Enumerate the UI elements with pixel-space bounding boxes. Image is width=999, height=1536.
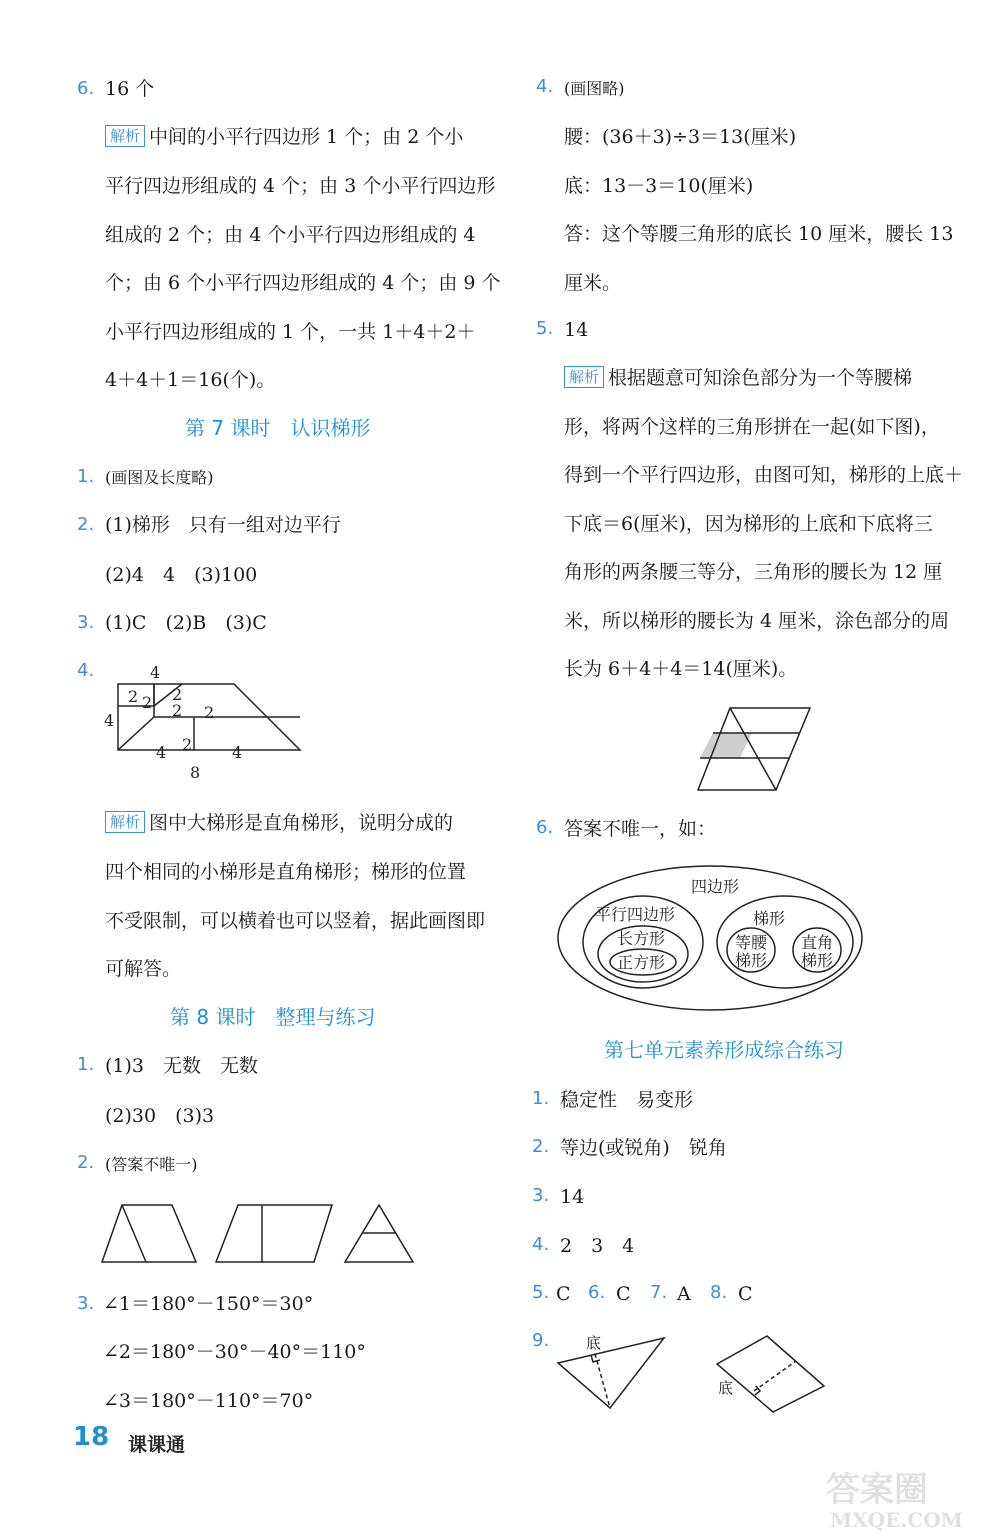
question-number: 6. xyxy=(77,78,95,99)
analysis-tag: 解析 xyxy=(105,125,145,147)
fig-label: 2 xyxy=(204,703,215,722)
analysis-line xyxy=(105,810,453,836)
venn-label: 梯形 xyxy=(801,951,834,970)
question-number: 1. xyxy=(77,466,95,487)
base-label: 底 xyxy=(586,1334,602,1352)
fig-label: 2 xyxy=(128,687,139,706)
answer-text: (答案不唯一) xyxy=(105,1155,198,1174)
analysis-line: 下底＝6(厘米)，因为梯形的上底和下底将三 xyxy=(564,513,933,535)
question-number: 8. xyxy=(710,1282,728,1303)
answer-text: 14 xyxy=(564,319,589,341)
analysis-tag: 解析 xyxy=(105,811,145,833)
answer-text: 答：这个等腰三角形的底长 10 厘米，腰长 13 xyxy=(564,223,954,245)
answer-text: 14 xyxy=(560,1186,585,1208)
analysis-line: 组成的 2 个；由 4 个小平行四边形组成的 4 xyxy=(105,224,476,246)
analysis-tag: 解析 xyxy=(564,366,604,388)
question-number: 6. xyxy=(588,1282,606,1303)
answer-text: 2 3 4 xyxy=(560,1235,635,1257)
unit-heading: 第七单元素养形成综合练习 xyxy=(604,1038,844,1062)
analysis-line: 平行四边形组成的 4 个；由 3 个小平行四边形 xyxy=(105,175,496,197)
question-number: 5. xyxy=(536,318,554,339)
lesson-heading: 第 8 课时 整理与练习 xyxy=(170,1005,376,1029)
fig-label: 4 xyxy=(104,711,115,730)
analysis-line: 4＋4＋1＝16(个)。 xyxy=(105,369,276,391)
analysis-line: 米，所以梯形的腰长为 4 厘米，涂色部分的周 xyxy=(564,610,950,632)
answer-text: (画图及长度略) xyxy=(105,468,214,487)
answer-text: (画图略) xyxy=(564,79,625,98)
answer-text: 底：13－3＝10(厘米) xyxy=(564,175,754,197)
question-number: 1. xyxy=(77,1054,95,1075)
question-number: 2. xyxy=(77,514,95,535)
answer-text: (1)3 无数 无数 xyxy=(105,1055,259,1077)
question-number: 3. xyxy=(532,1185,550,1206)
question-number: 7. xyxy=(650,1282,668,1303)
venn-label: 直角 xyxy=(801,933,834,952)
venn-label: 长方形 xyxy=(617,929,666,948)
analysis-line xyxy=(105,124,463,150)
answer-text: ∠2＝180°－30°－40°＝110° xyxy=(103,1341,366,1363)
analysis-line: 形，将两个这样的三角形拼在一起(如下图)， xyxy=(564,416,940,438)
analysis-text: 根据题意可知涂色部分为一个等腰梯 xyxy=(608,367,913,389)
watermark-url: MXQE.COM xyxy=(830,1508,963,1531)
question-number: 5. xyxy=(532,1282,550,1303)
answer-text: 答案不唯一，如： xyxy=(564,818,717,840)
watermark-logo xyxy=(820,1465,990,1531)
question-number: 3. xyxy=(77,1293,95,1314)
question-number: 2. xyxy=(77,1152,95,1173)
question-number: 4. xyxy=(536,76,554,97)
analysis-line xyxy=(564,365,912,391)
parallelogram-triangles-figure xyxy=(690,700,820,795)
answer-text: C xyxy=(738,1283,753,1305)
venn-label: 平行四边形 xyxy=(595,905,676,924)
answer-text: 16 个 xyxy=(105,78,155,100)
fig-label: 2 xyxy=(182,735,193,754)
answer-text: C xyxy=(616,1283,631,1305)
question-number: 2. xyxy=(532,1136,550,1157)
question-number: 4. xyxy=(77,660,95,681)
watermark-text: 答案圈 xyxy=(826,1470,928,1510)
analysis-line: 个；由 6 个小平行四边形组成的 4 个；由 9 个 xyxy=(105,272,501,294)
question-number: 4. xyxy=(532,1234,550,1255)
question-number: 3. xyxy=(77,612,95,633)
base-label: 底 xyxy=(718,1379,734,1397)
fig-label: 2 xyxy=(172,685,183,704)
analysis-line: 不受限制，可以横着也可以竖着，据此画图即 xyxy=(105,910,486,932)
venn-label: 梯形 xyxy=(735,951,768,970)
analysis-text: 图中大梯形是直角梯形，说明分成的 xyxy=(149,812,454,834)
page-number: 18 xyxy=(73,1422,110,1452)
analysis-text: 中间的小平行四边形 1 个；由 2 个小 xyxy=(149,126,464,148)
trapezoid-division-figure xyxy=(100,660,310,785)
venn-label: 正方形 xyxy=(617,953,666,972)
book-title: 课课通 xyxy=(128,1434,186,1456)
venn-label: 等腰 xyxy=(735,933,768,952)
analysis-line: 小平行四边形组成的 1 个，一共 1＋4＋2＋ xyxy=(105,321,476,343)
height-figures xyxy=(552,1328,842,1418)
answer-text: 厘米。 xyxy=(564,272,622,294)
fig-label: 2 xyxy=(142,693,153,712)
analysis-line: 长为 6＋4＋4＝14(厘米)。 xyxy=(564,658,798,680)
quadrilateral-venn-diagram xyxy=(555,862,865,1012)
fig-label: 4 xyxy=(232,743,243,762)
analysis-line: 四个相同的小梯形是直角梯形；梯形的位置 xyxy=(105,861,467,883)
answer-text: C xyxy=(556,1283,571,1305)
answer-text: (1)梯形 只有一组对边平行 xyxy=(105,514,341,536)
answer-text: ∠1＝180°－150°＝30° xyxy=(103,1293,314,1315)
answer-text: (2)4 4 (3)100 xyxy=(105,564,258,586)
question-number: 9. xyxy=(532,1330,550,1351)
question-number: 1. xyxy=(532,1088,550,1109)
analysis-line: 角形的两条腰三等分，三角形的腰长为 12 厘 xyxy=(564,561,943,583)
venn-label: 梯形 xyxy=(753,909,786,928)
shapes-figure xyxy=(100,1200,420,1270)
analysis-line: 可解答。 xyxy=(105,958,182,980)
analysis-line: 得到一个平行四边形，由图可知，梯形的上底＋ xyxy=(564,464,964,486)
venn-label: 四边形 xyxy=(691,877,740,896)
answer-text: ∠3＝180°－110°＝70° xyxy=(103,1390,314,1412)
fig-label: 8 xyxy=(190,763,201,782)
answer-text: (2)30 (3)3 xyxy=(105,1105,215,1127)
lesson-heading: 第 7 课时 认识梯形 xyxy=(185,416,371,440)
fig-label: 2 xyxy=(172,701,183,720)
fig-label: 4 xyxy=(156,743,167,762)
answer-text: A xyxy=(677,1283,691,1305)
answer-text: (1)C (2)B (3)C xyxy=(105,612,267,634)
answer-text: 等边(或锐角) 锐角 xyxy=(560,1137,727,1159)
answer-text: 稳定性 易变形 xyxy=(560,1089,694,1111)
answer-text: 腰：(36＋3)÷3＝13(厘米) xyxy=(564,126,797,148)
question-number: 6. xyxy=(536,817,554,838)
fig-label: 4 xyxy=(150,663,161,682)
